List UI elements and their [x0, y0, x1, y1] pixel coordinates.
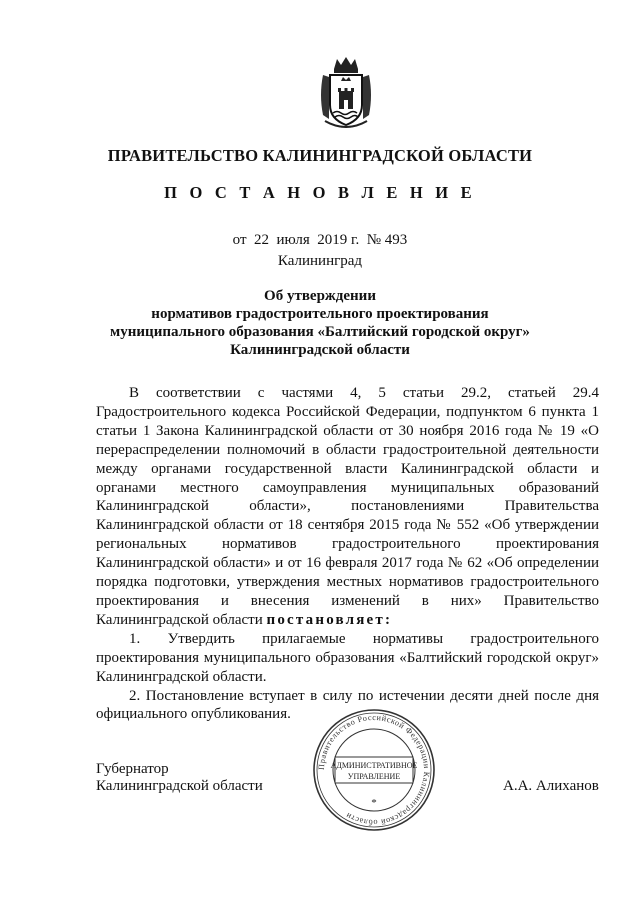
- official-seal: [311, 707, 437, 833]
- seal-center-line-2: УПРАВЛЕНИЕ: [347, 772, 401, 781]
- document-body: [96, 384, 599, 724]
- document-title-line: нормативов градостроительного проектирования: [151, 306, 489, 322]
- document-city: Калининград: [277, 253, 363, 269]
- signer-position: Губернатор: [96, 761, 169, 777]
- seal-ring-text: Правительство Российской Федерации Калининградской области: [316, 712, 432, 828]
- preamble-paragraph: [96, 384, 599, 630]
- date-day: 22: [254, 232, 270, 248]
- organization-name: ПРАВИТЕЛЬСТВО КАЛИНИНГРАДСКОЙ ОБЛАСТИ: [107, 146, 533, 165]
- preamble-text: В соответствии с частями 4, 5 статьи 29.2, статьей 29.4 Градостроительного кодекса Российской Федерации, подпунктом 6 пункта 1 статьи 1 Закона Калининградской области от 30 ноября 2016 года № 19 «О перераспределении полномочий в области градостроительной деятельности между органами государственной власти Калининградской области и органами местного самоуправления муниципальных образований Калининградской области», постановлениями Правительства Калининградской области от 18 сентября 2015 года № 552 «Об утверждении региональных нормативов градостроительного проектирования Калининградской области» и от 16 февраля 2017 года № 62 «Об определении порядка подготовки, утверждения местных нормативов градостроительного проектирования и внесения изменений в них» Правительство Калининградской области: [96, 385, 599, 628]
- document-title-line: муниципального образования «Балтийский городской округ»: [110, 324, 530, 340]
- decree-word: постановляет:: [266, 611, 393, 628]
- seal-center-line-1: АДМИНИСТРАТИВНОЕ: [330, 761, 418, 770]
- date-year: 2019 г.: [317, 232, 360, 248]
- document-number: № 493: [366, 232, 408, 248]
- document-title-line: Калининградской области: [230, 342, 410, 358]
- document-date-line: [0, 232, 640, 249]
- document-type: П О С Т А Н О В Л Е Н И Е: [164, 183, 476, 202]
- decree-item-2: 2. Постановление вступает в силу по истечении десяти дней после дня официального опубликования.: [96, 687, 599, 723]
- seal-star: *: [371, 797, 377, 809]
- signer-name: А.А. Алиханов: [503, 778, 599, 794]
- decree-item-1: 1. Утвердить прилагаемые нормативы градостроительного проектирования муниципального образования «Балтийский городской округ» Калининградской области.: [96, 630, 599, 685]
- signer-region: Калининградской области: [96, 778, 263, 794]
- date-prefix: от: [232, 232, 247, 248]
- date-month: июля: [276, 232, 310, 248]
- coat-of-arms-icon: [317, 55, 375, 131]
- document-title-line: Об утверждении: [264, 288, 376, 304]
